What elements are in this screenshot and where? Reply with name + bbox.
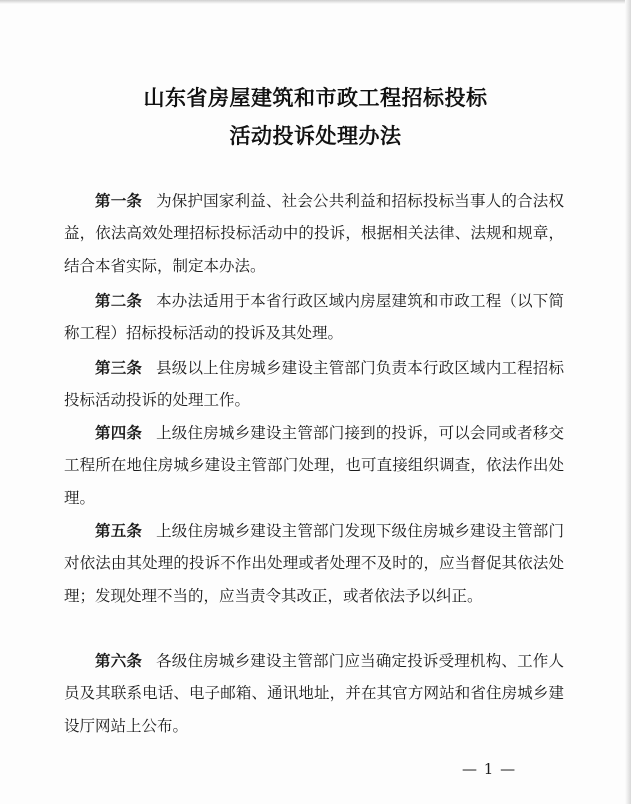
article-1: [64, 185, 564, 282]
article-2-label: 第二条: [95, 292, 143, 310]
article-4-label: 第四条: [95, 424, 143, 442]
article-6: [64, 645, 564, 742]
article-4-text: 上级住房城乡建设主管部门接到的投诉，可以会同或者移交工程所在地住房城乡建设主管部门处理，也可直接组织调查，依法作出处理。: [64, 424, 564, 507]
article-3-text: 县级以上住房城乡建设主管部门负责本行政区域内工程招标投标活动投诉的处理工作。: [64, 359, 564, 410]
article-5-text: 上级住房城乡建设主管部门发现下级住房城乡建设主管部门对依法由其处理的投诉不作出处理或者处理不及时的，应当督促其依法处理；发现处理不当的，应当责令其改正，或者依法予以纠正。: [64, 522, 564, 605]
page-number: — 1 —: [462, 760, 517, 778]
article-3: [64, 352, 564, 417]
document-title-line-1: 山东省房屋建筑和市政工程招标投标: [143, 86, 488, 110]
article-5-label: 第五条: [95, 522, 143, 540]
article-1-label: 第一条: [95, 192, 143, 210]
article-4: [64, 417, 564, 514]
document-title-line-2: 活动投诉处理办法: [229, 124, 402, 148]
article-6-label: 第六条: [95, 652, 143, 670]
article-2-text: 本办法适用于本省行政区域内房屋建筑和市政工程（以下简称工程）招标投标活动的投诉及其处理。: [64, 292, 564, 343]
article-3-label: 第三条: [95, 359, 143, 377]
page-top-edge: [0, 0, 631, 4]
article-5: [64, 515, 564, 612]
article-1-text: 为保护国家利益、社会公共利益和招标投标当事人的合法权益，依法高效处理招标投标活动中的投诉，根据相关法律、法规和规章，结合本省实际，制定本办法。: [64, 192, 564, 275]
article-6-text: 各级住房城乡建设主管部门应当确定投诉受理机构、工作人员及其联系电话、电子邮箱、通讯地址，并在其官方网站和省住房城乡建设厅网站上公布。: [64, 652, 564, 735]
article-2: [64, 285, 564, 350]
